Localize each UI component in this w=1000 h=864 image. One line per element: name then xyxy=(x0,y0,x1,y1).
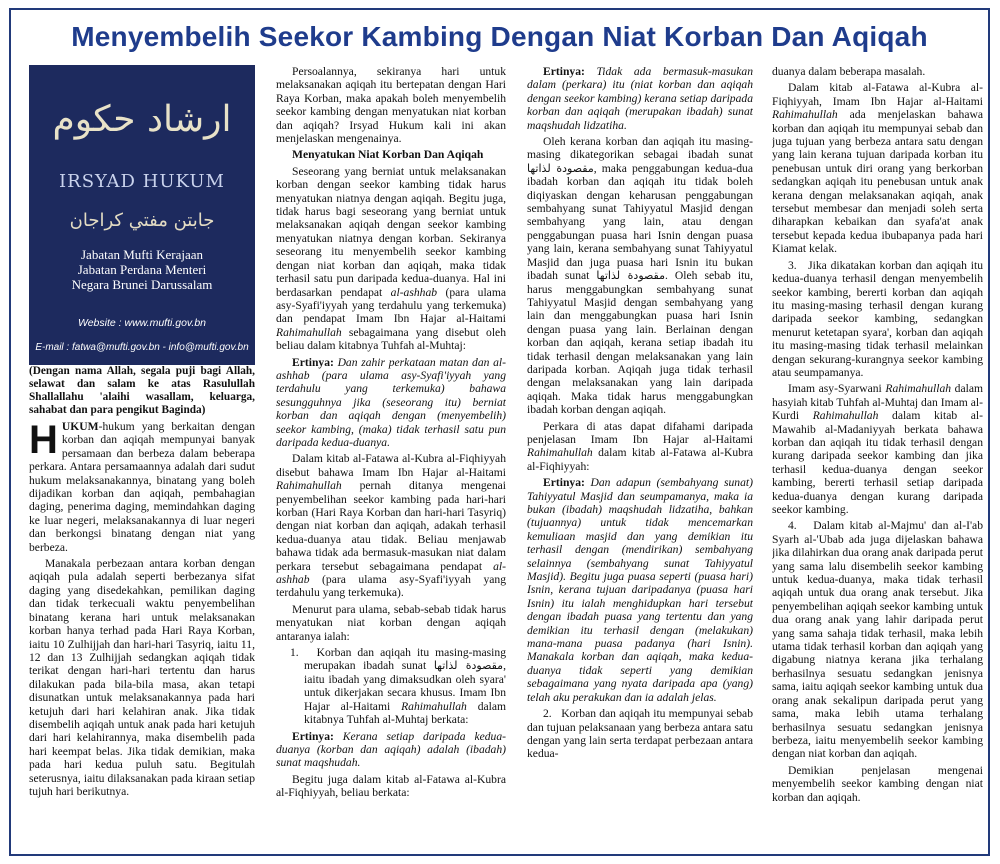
paragraph: Imam asy-Syarwani Rahimahullah dalam hasyiah kitab Tuhfah al-Muhtaj dan Imam al-Kurdi Rahimahullah dalam kitab al-Mawahib al-Madaniyyah berkata bahawa korban dan aqiqah itu tidak terhasil dengan kurang daripada seekor kambing dan jika terhasil kedua-duanya dengan seekor kambing, bererti terhasil setiap daripada kedua-duanya dengan kurang daripada seekor kambing. xyxy=(772,382,983,516)
opening-caption: (Dengan nama Allah, segala puji bagi Allah, selawat dan salam ke atas Rasulullah Shallallahu 'alaihi wasallam, keluarga, sahabat dan para pengikut Baginda) xyxy=(29,365,255,416)
logo-calligraphy: ارشاد حكوم xyxy=(52,99,232,140)
quote-translation: Ertinya: Dan adapun (sembahyang sunat) Tahiyyatul Masjid dan seumpamanya, maka ia bukan (ibadah) maqshudah lidzatiha, bahkan (tujuannya) untuk tidak mencemarkan kemuliaan masjid dan yang demikian itu terhasil dengan (mendirikan) sembahyang selainnya (sembahyang sunat Tahiyyatul Masjid). Begitu juga puasa seperti (puasa hari) Isnin, kerana tujuan daripadanya (puasa hari Isnin) itu ialah menghidupkan hari tersebut dengan ibadah puasa yang tertentu dan yang demikian itu terhasil dengan (melakukan) mana-mana puasa padanya (hari Isnin). Manakala korban dan aqiqah, maka kedua-duanya tidak seperti yang demikian sebagaimana yang nyata daripada apa (yang) telah aku perakukan dan ia adalah jelas. xyxy=(527,476,753,704)
logo-calligraphy-2: جابتن مفتي كراجان xyxy=(69,210,215,231)
paragraph: Seseorang yang berniat untuk melaksanakan korban dengan seekor kambing tidak harus menyatukan niatnya dengan aqiqah. Begitu juga, tidak harus bagi seseorang yang berniat untuk melaksanakan aqiqah dengan seekor kambing menyatukan niatnya dengan korban. Sekiranya seseorang itu menyembelih seekor kambing dengan niat korban dan aqiqah, maka tidak terhasil satu pun daripada kedua-duanya. Hal ini berdasarkan pendapat al-ashhab (para ulama asy-Syafi'iyyah yang terdahulu yang terkemuka) dan pendapat Imam Ibn Hajar al-Haitami Rahimahullah sebagaimana yang disebut oleh beliau dalam kitabnya Tuhfah al-Muhtaj: xyxy=(276,164,506,353)
column-1 xyxy=(29,65,255,848)
paragraph: Demikian penjelasan mengenai menyembelih seekor kambing dengan niat korban dan aqiqah. xyxy=(772,763,983,804)
paragraph: Perkara di atas dapat difahami daripada penjelasan Imam Ibn Hajar al-Haitami Rahimahullah dalam kitab al-Fatawa al-Kubra al-Fiqhiyyah: xyxy=(527,419,753,473)
logo-email: E-mail : fatwa@mufti.gov.bn - info@mufti.gov.bn xyxy=(35,342,249,353)
paragraph: Manakala perbezaan antara korban dengan aqiqah pula adalah seperti berbezanya sifat daging yang disedekahkan, pemilikan daging dan tidak terkecuali waktu penyembelihan binatang kerana hari untuk melaksanakan korban hanya terhad pada Hari Raya Korban, iaitu 10 Zulhijjah dan hari-hari Tasyriq, iaitu 11, 12 dan 13 Zulhijjah sedangkan aqiqah tidak terikat dengan hari-hari tertentu dan harus dilakukan pada bila-bila masa, akan tetapi disunatkan untuk melaksanakannya pada hari ketujuh dari hari kelahiran anak. Jika tidak disembelih aqiqah untuk anak pada hari ketujuh dari hari kelahirannya, maka disembelih pada hari keempat belas. Jika tidak demikian, maka pada hari kedua puluh satu. Begitulah seterusnya, iaitu dilaksanakan pada kiraan setiap tujuh hari berikutnya. xyxy=(29,557,255,798)
paragraph: HUKUM-hukum yang berkaitan dengan korban dan aqiqah mempunyai banyak persamaan dan berbeza dalam beberapa perkara. Antara persamaannya adalah dari sudut hukum melaksanakannya, binatang yang boleh dijadikan korban dan aqiqah, pembahagian daging, penerima daging, memindahkan daging ke luar negeri, melaksanakannya di luar negeri dan berkongsi binatang dengan niat yang berbeza. xyxy=(29,418,255,554)
list-item: 2. Korban dan aqiqah itu mempunyai sebab dan tujuan pelaksanaan yang berbeza antara satu dengan yang lain serta terdapat perbezaan antara kedua- xyxy=(527,707,753,761)
column-3 xyxy=(527,65,753,848)
quote-translation: Ertinya: Tidak ada bermasuk-masukan dalam (perkara) itu (niat korban dan aqiqah dengan seekor kambing) kerana setiap daripada korban dan aqiqah (merupakan ibadah) sunat maqshudah lidzatiha. xyxy=(527,65,753,132)
drop-cap: H xyxy=(29,418,58,462)
quote-translation: Ertinya: Kerana setiap daripada kedua-duanya (korban dan aqiqah) adalah (ibadah) sunat maqshudah. xyxy=(276,729,506,770)
logo-name: IRSYAD HUKUM xyxy=(59,171,225,192)
quote-translation: Ertinya: Dan zahir perkataan matan dan al-ashhab (para ulama asy-Syafi'iyyah yang terdahulu yang terkemuka) bahawa sesungguhnya jika (seseorang itu) berniat korban dan aqiqah dengan (menyembelih) seekor kambing, (maka) tidak terhasil satu pun daripada kedua-duanya. xyxy=(276,355,506,449)
paragraph: Dalam kitab al-Fatawa al-Kubra al-Fiqhiyyah disebut bahawa Imam Ibn Hajar al-Haitami Rahimahullah pernah ditanya mengenai penyembelihan seekor kambing pada hari-hari korban (Hari Raya Korban dan hari-hari Tasyriq) dengan niat korban dan aqiqah, adakah terhasil kedua-duanya atau tidak. Beliau menjawab bahawa tidak ada bermasuk-masukan niat dalam perkara tersebut sebagaimana pendapat al-ashhab (para ulama asy-Syafi'iyyah yang terdahulu yang terkemuka). xyxy=(276,452,506,600)
column-4 xyxy=(772,65,983,848)
logo-website: Website : www.mufti.gov.bn xyxy=(78,317,206,329)
list-item: 3. Jika dikatakan korban dan aqiqah itu kedua-duanya terhasil dengan menyembelih seekor kambing, bererti korban dan aqiqah itu masing-masing terhasil dengan kurang daripada seekor kambing, sedangkan menurut ketetapan syara', korban dan aqiqah itu masing-masing tidak terhasil melainkan dengan sekurang-kurangnya seekor kambing atau seumpamanya. xyxy=(772,258,983,379)
paragraph: duanya dalam beberapa masalah. xyxy=(772,65,926,78)
paragraph: Dalam kitab al-Fatawa al-Kubra al-Fiqhiyyah, Imam Ibn Hajar al-Haitami Rahimahullah ada menjelaskan bahawa korban dan aqiqah itu mempunyai sebab dan juga tujuan yang berbeza antara satu dengan yang lain kerana tujuan daripada korban itu penebusan untuk diri orang yang berkorban sedangkan aqiqah itu penebusan untuk anak kerana dengan melaksanakan aqiqah, anak tersebut membesar dan menjadi soleh serta diharapkan kebaikan dan syafa'at anak tersebut kepada kedua ibubapanya pada hari Kiamat kelak. xyxy=(772,81,983,256)
logo-organization: Jabatan Mufti Kerajaan Jabatan Perdana Menteri Negara Brunei Darussalam xyxy=(71,247,213,292)
article-title: Menyembelih Seekor Kambing Dengan Niat Korban Dan Aqiqah xyxy=(71,21,928,52)
paragraph: Oleh kerana korban dan aqiqah itu masing-masing dikategorikan sebagai ibadah sunat مقصودة لذاتها, maka penggabungan kedua-dua ibadah korban dan aqiqah itu tidak boleh diqiyaskan dengan keharusan penggabungan sembahyang sunat Tahiyyatul Masjid dengan sembahyang yang lain, atau dengan penggabungan puasa hari Isnin dengan puasa yang lain, kerana sembahyang sunat Tahiyyatul Masjid dan juga puasa hari Isnin itu bukan ibadah sunat مقصودة لذاتها. Oleh sebab itu, harus menggabungkan sembahyang sunat Tahiyyatul Masjid dengan sembahyang yang lain dan menggabungkan puasa hari Isnin dengan puasa yang lain. Berlainan dengan korban dan aqiqah, kerana setiap ibadah itu tidak terhasil dengan melaksanakan yang lain daripada korban. Aqiqah juga tidak terhasil dengan melaksanakan yang lain daripada aqiqah. Maka tidak harus menggabungkan ibadah korban dengan aqiqah. xyxy=(527,135,753,417)
paragraph: Persoalannya, sekiranya hari untuk melaksanakan aqiqah itu bertepatan dengan Hari Raya Korban, maka apakah boleh menyembelih seekor kambing dengan menyatukan niat korban dan aqiqah? Irsyad Hukum kali ini akan menjelaskan mengenainya. xyxy=(276,65,506,146)
column-2 xyxy=(276,65,506,848)
list-item: 4. Dalam kitab al-Majmu' dan al-I'ab Syarh al-'Ubab ada juga dijelaskan bahawa jika dilahirkan dua orang anak daripada perut yang sama lalu disembelih seekor kambing untuk kedua-duanya, maka tidak terhasil aqiqah untuk dua orang anak tersebut. Jika penyembelihan aqiqah seekor kambing untuk dua orang anak yang lahir daripada perut yang sama sahaja tidak terhasil, maka lebih utama tidak terhasil korban dan aqiqah yang digabung niatnya kerana jika terhalang berhasilnya sesuatu sedangkan jenisnya sama, iaitu aqiqah seekor kambing untuk dua orang anak sekalipun daripada perut yang sama, maka lebih utama terhalang berhasilnya sesuatu sedangkan jenisnya berbeza, iaitu menyembelih seekor kambing dengan niat korban dan aqiqah. xyxy=(772,519,983,761)
paragraph: Menurut para ulama, sebab-sebab tidak harus menyatukan niat korban dengan aqiqah antaranya ialah: xyxy=(276,602,506,643)
section-heading: Menyatukan Niat Korban Dan Aqiqah xyxy=(292,148,484,162)
list-item: 1. Korban dan aqiqah itu masing-masing merupakan ibadah sunat مقصودة لذاتها, iaitu ibadah yang dimaksudkan oleh syara' untuk dikerjakan secara khusus. Imam Ibn Hajar al-Haitami Rahimahullah dalam kitabnya Tuhfah al-Muhtaj berkata: xyxy=(290,646,506,727)
article-page xyxy=(9,8,990,856)
irsyad-hukum-logo xyxy=(29,65,255,365)
paragraph: Begitu juga dalam kitab al-Fatawa al-Kubra al-Fiqhiyyah, beliau berkata: xyxy=(276,772,506,800)
